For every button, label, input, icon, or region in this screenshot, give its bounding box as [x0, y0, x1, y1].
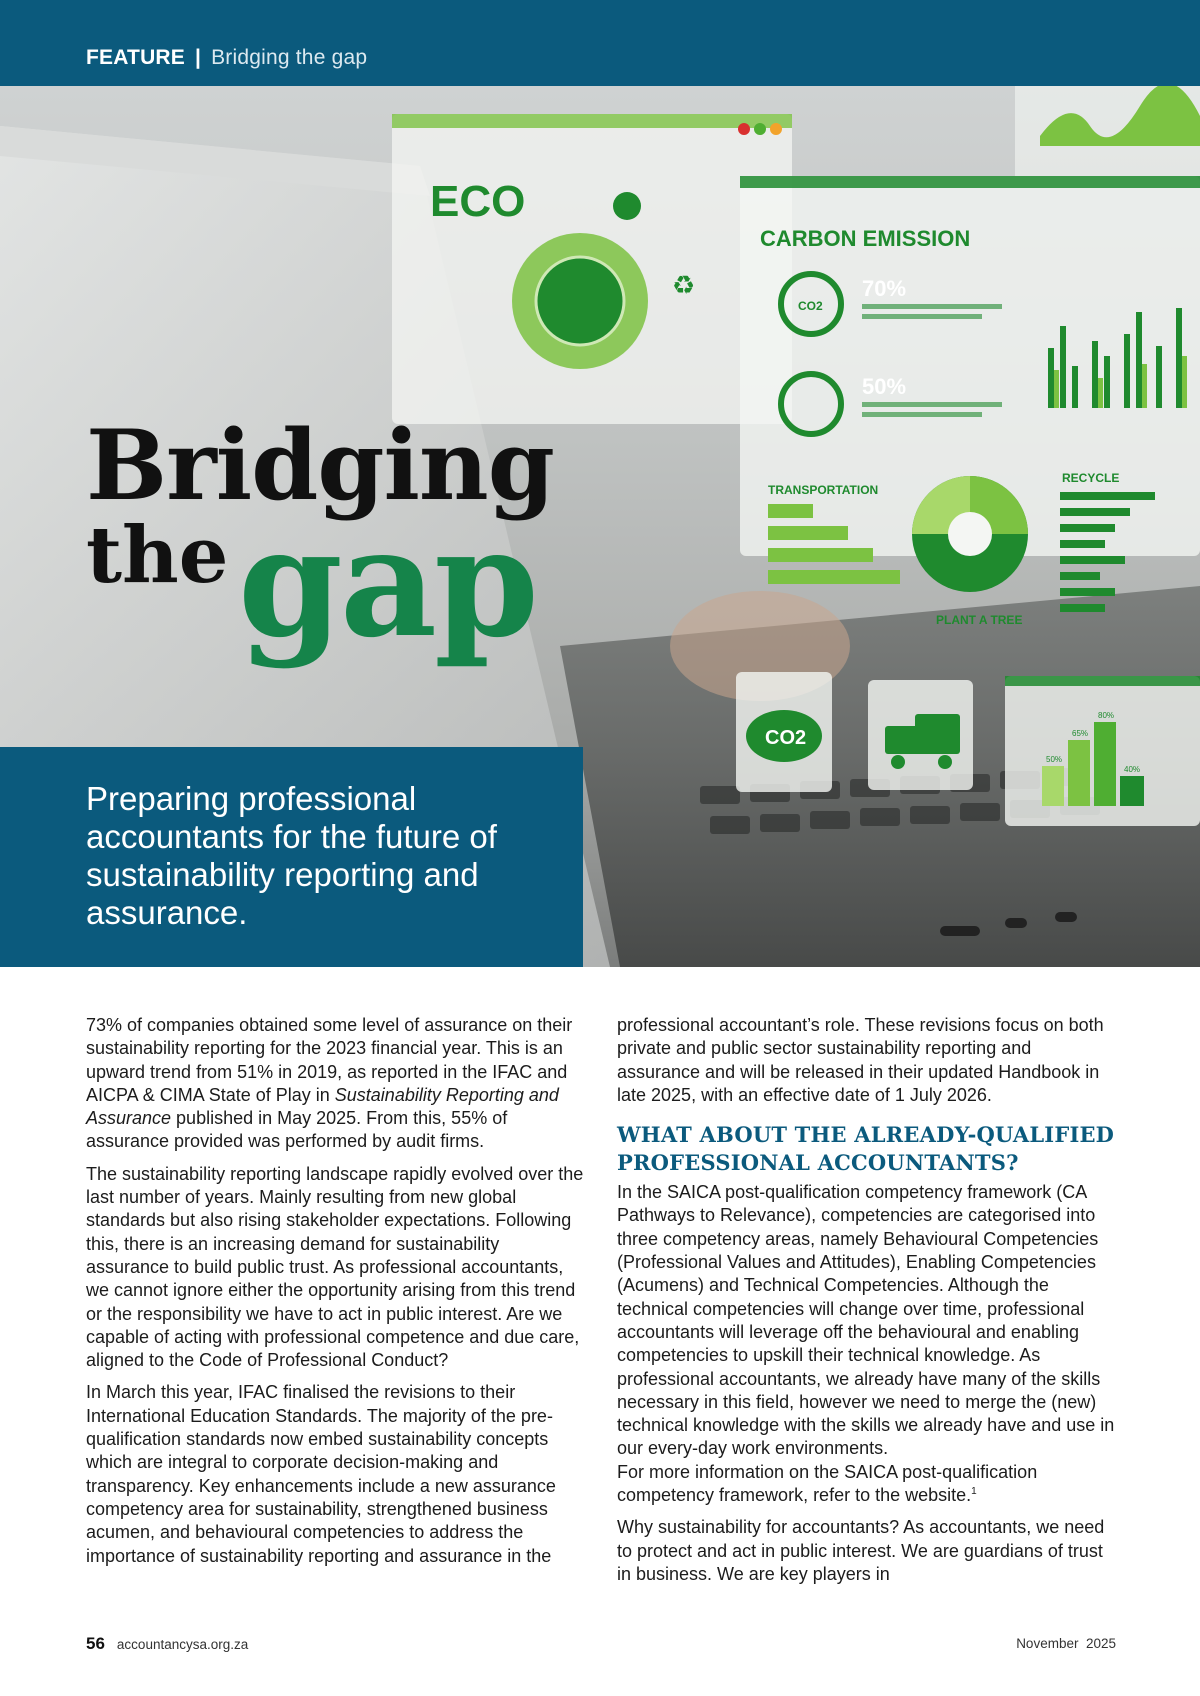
paragraph: [617, 1461, 1117, 1508]
page-number: 56: [86, 1634, 105, 1653]
paragraph: professional accountant’s role. These revisions focus on both private and public sector sustainability reporting and assurance and will be released in their updated Handbook in late 2025, with an effective date of 1 July 2026.: [617, 1015, 1104, 1105]
paragraph-text: In the SAICA post-qualification competency framework (CA Pathways to Relevance), competencies are categorised into three competency areas, namely Behavioural Competencies (Professional Values and Attitudes), Enabling Competencies (Acumens) and Technical Competencies. Although the technical competencies will change over time, professional accountants will leverage off the behavioural and enabling competencies to upskill their technical knowledge. As professional accountants, we already have many of the skills necessary in this field, however we need to merge the (new) technical knowledge with the skills we already have and use in our every-day work environments.: [617, 1182, 1115, 1459]
svg-text:♻: ♻: [672, 271, 696, 301]
bar-label-50: 50%: [1046, 755, 1063, 764]
carbon-emission-title: CARBON EMISSION: [760, 226, 971, 251]
co2-small-label: CO2: [798, 299, 823, 313]
section-label: FEATURE: [86, 46, 186, 69]
co2-tile-label: CO2: [765, 727, 807, 749]
section-heading: WHAT ABOUT THE ALREADY-QUALIFIED PROFESSIONAL ACCOUNTANTS?: [617, 1122, 1115, 1176]
paragraph-text: For more information on the SAICA post-qualification competency framework, refer to the website.: [617, 1461, 1038, 1506]
page-footer-left: [86, 1634, 248, 1654]
header-title: Bridging the gap: [211, 46, 368, 69]
recycle-label: RECYCLE: [1062, 471, 1120, 485]
headline-line-1: Bridging: [86, 409, 554, 522]
paragraph: [86, 1014, 586, 1154]
paragraph: The sustainability reporting landscape rapidly evolved over the last number of years. Mainly resulting from new global standards but also rising stakeholder expectations. Following this, there is an increasing demand for sustainability assurance to build public trust. As professional accountants, we cannot ignore either the opportunity arising from this trend or the responsibility we have to act in public interest. Are we capable of acting with professional competence and due care, aligned to the Code of Professional Conduct?: [86, 1163, 584, 1371]
paragraph: Why sustainability for accountants? As accountants, we need to protect and act in public interest. We are guardians of trust in business. We are key players in: [617, 1517, 1105, 1584]
section-header: [86, 46, 367, 70]
article-headline: [86, 409, 554, 671]
header-separator: |: [195, 46, 202, 69]
article-subtitle: Preparing professional accountants for the future of sustainability reporting and assurance.: [86, 780, 497, 931]
header-bar: [0, 0, 1200, 86]
paragraph: In March this year, IFAC finalised the revisions to their International Education Standards. The majority of the pre-qualification standards now embed sustainability concepts which are integral to corporate decision-making and transparency. Key enhancements include a new assurance competency area for sustainability, strengthened business acumen, and behavioural competencies to address the importance of sustainability reporting and assurance in the: [86, 1382, 556, 1566]
website-link[interactable]: accountancysa.org.za: [116, 1637, 249, 1652]
plant-a-tree-label: PLANT A TREE: [936, 613, 1023, 627]
bar-label-65: 65%: [1072, 729, 1089, 738]
bar-label-80: 80%: [1098, 711, 1115, 720]
stat-50: 50%: [862, 374, 907, 399]
transportation-label: TRANSPORTATION: [768, 483, 879, 497]
eco-label: ECO: [430, 177, 526, 226]
paragraph-text: published in May 2025. From this, 55% of assurance provided was performed by audit firms.: [86, 1108, 508, 1152]
stat-70: 70%: [862, 276, 907, 301]
headline-line-2: the: [86, 510, 229, 601]
bar-label-40: 40%: [1124, 765, 1141, 774]
paragraph: [617, 1181, 1117, 1461]
body-column-right: [617, 1014, 1117, 1595]
footnote-marker: 1: [971, 1486, 977, 1498]
body-column-left: [86, 1014, 586, 1577]
hero-image: [0, 86, 1200, 967]
headline-emphasis: gap: [238, 495, 536, 671]
issue-date: November 2025: [1016, 1636, 1116, 1651]
paragraph-text: 73% of companies obtained some level of assurance on their sustainability reporting for the 2023 financial year. This is an upward trend from 51% in 2019, as reported in the IFAC and AICPA & CIMA State of Play in: [86, 1015, 573, 1105]
publication-title: Sustainability Reporting and Assurance: [86, 1084, 559, 1129]
